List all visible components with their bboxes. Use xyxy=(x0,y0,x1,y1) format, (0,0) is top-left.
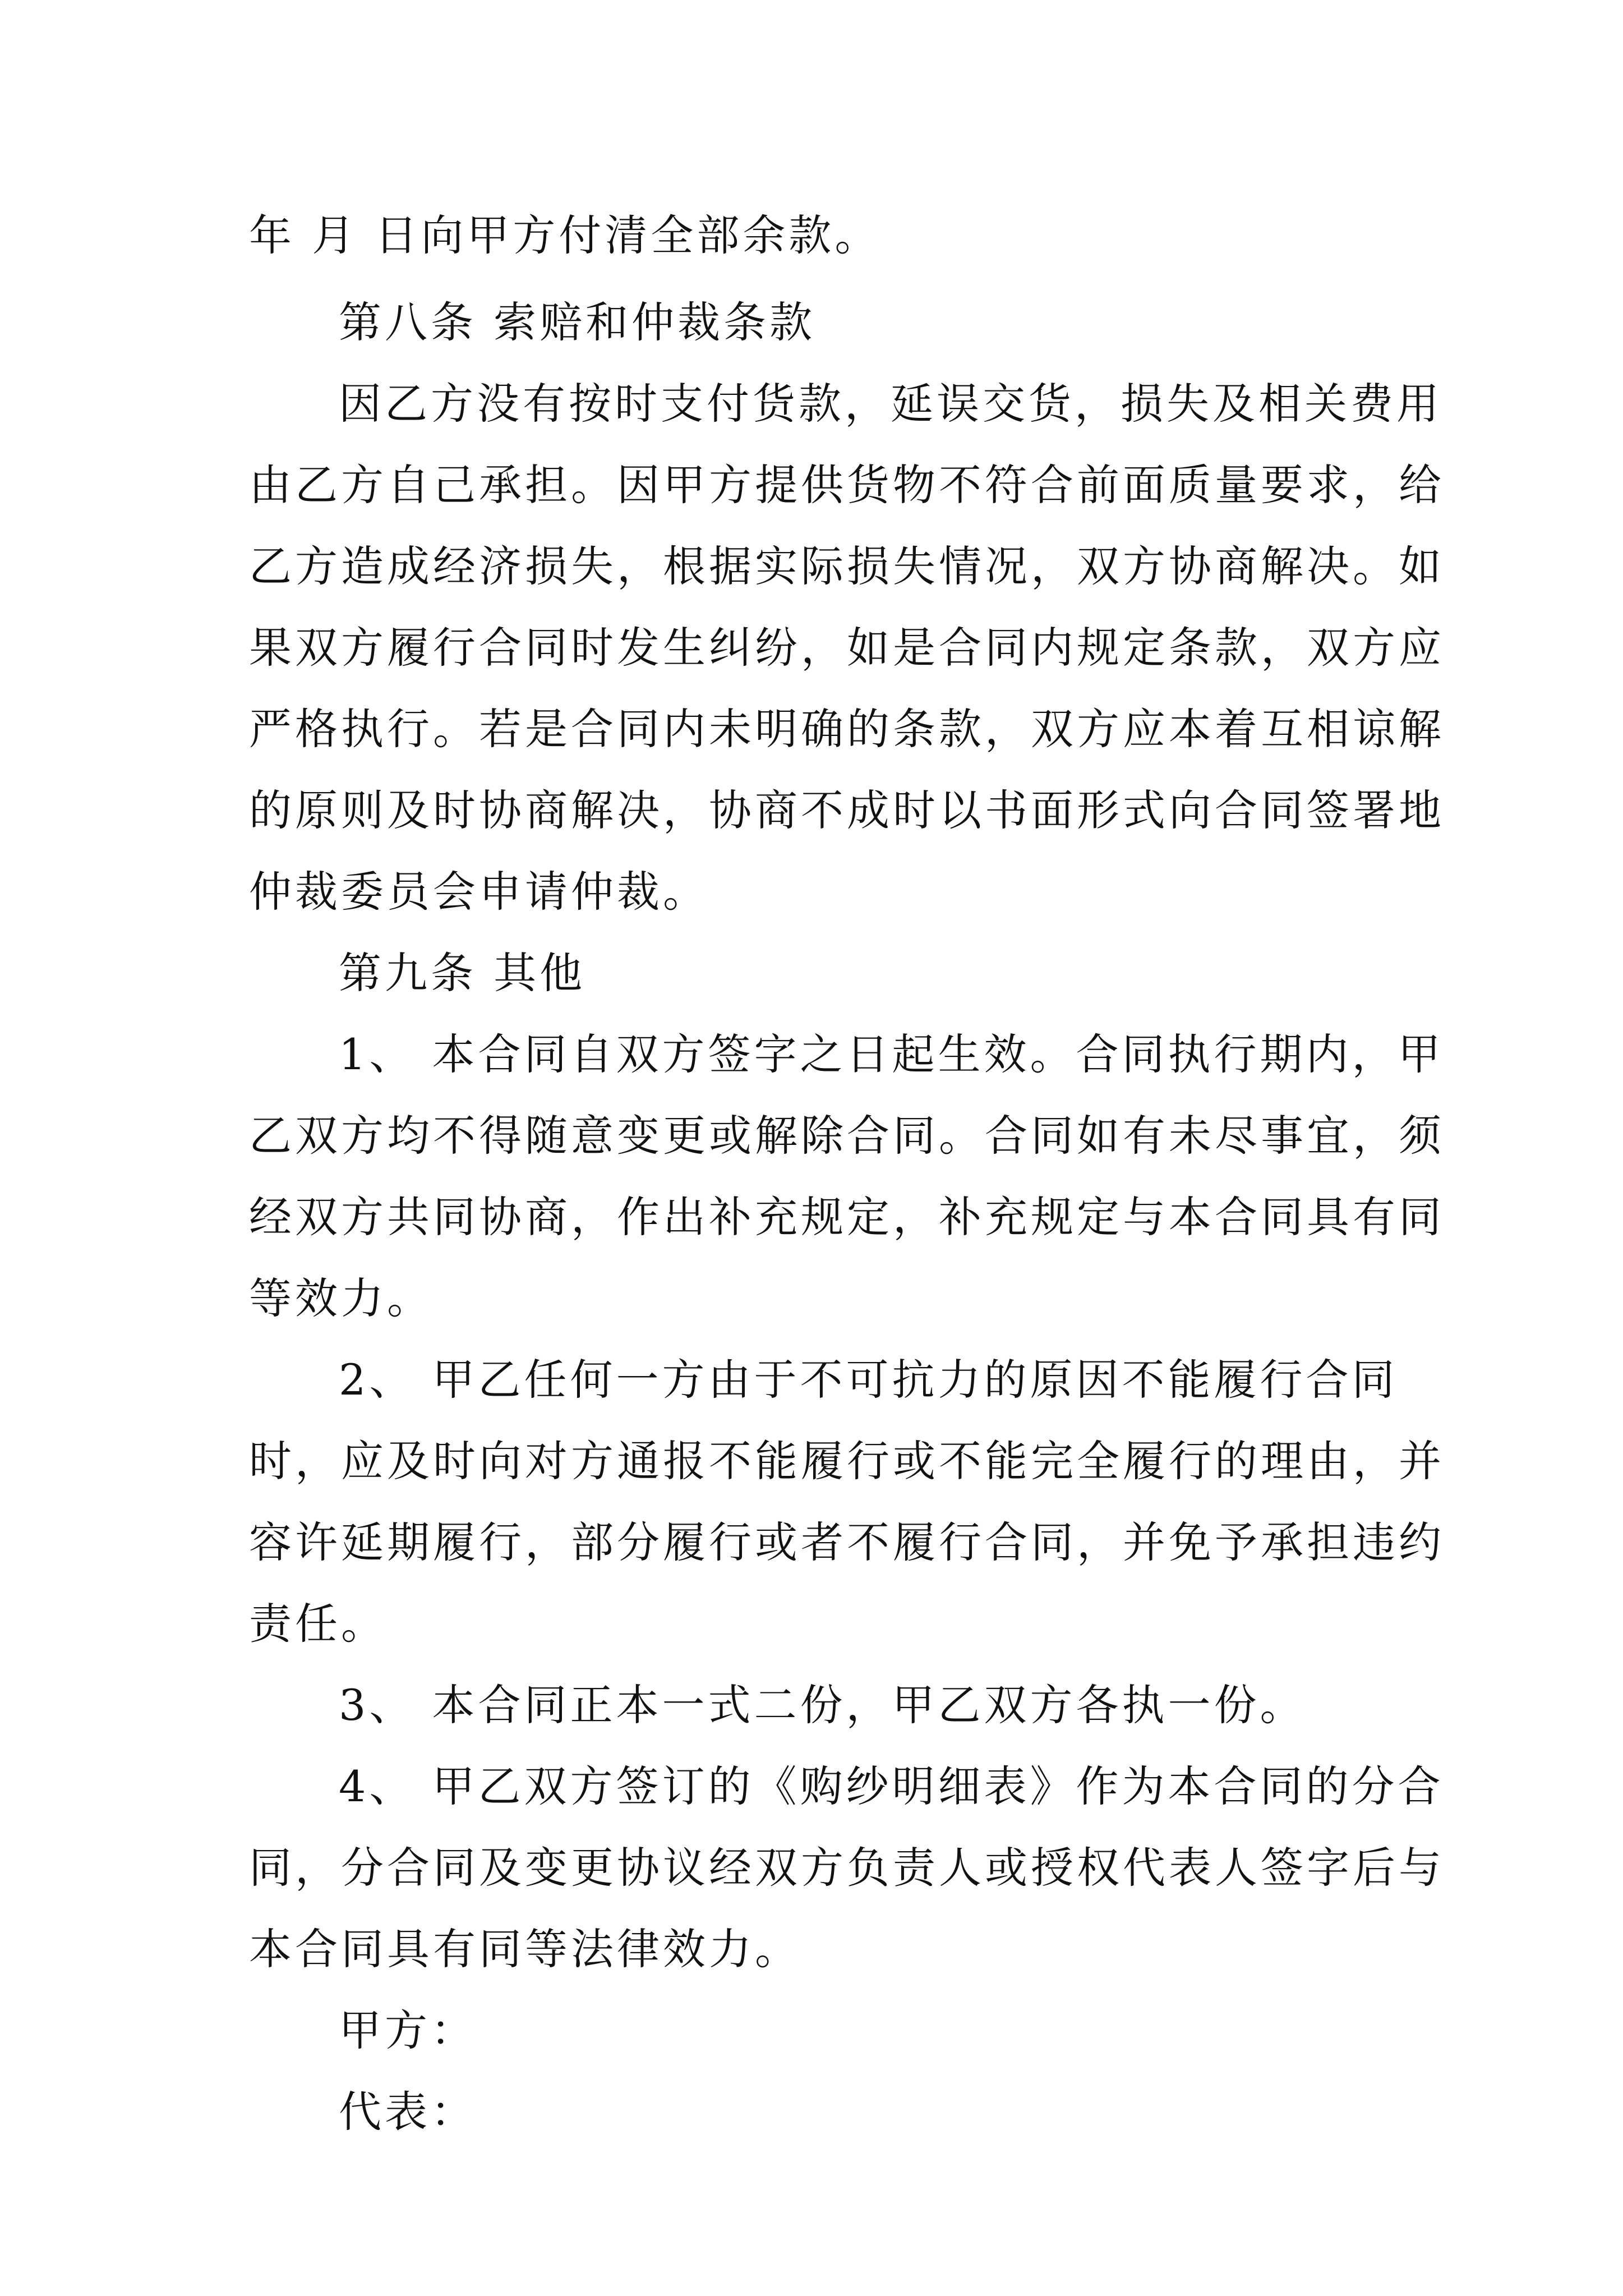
text-line: 时，应及时向对方通报不能履行或不能完全履行的理由，并 xyxy=(249,1436,1445,1486)
text-line-balance-payment: 年 月 日向甲方付清全部余款。 xyxy=(249,210,881,260)
text-line: 1、 本合同自双方签字之日起生效。合同执行期内，甲 xyxy=(339,1029,1444,1079)
text-line: 的原则及时协商解决，协商不成时以书面形式向合同签署地 xyxy=(249,785,1445,835)
text-line: 2、 甲乙任何一方由于不可抗力的原因不能履行合同 xyxy=(339,1355,1398,1405)
text-line: 3、 本合同正本一式二份，甲乙双方各执一份。 xyxy=(339,1680,1306,1730)
text-line: 等效力。 xyxy=(249,1273,433,1323)
text-line: 严格执行。若是合同内未明确的条款，双方应本着互相谅解 xyxy=(249,704,1445,754)
text-line: 本合同具有同等法律效力。 xyxy=(249,1924,801,1974)
text-line: 因乙方没有按时支付货款，延误交货，损失及相关费用 xyxy=(339,379,1442,429)
text-line: 经双方共同协商，作出补充规定，补充规定与本合同具有同 xyxy=(249,1192,1445,1242)
text-line: 乙双方均不得随意变更或解除合同。合同如有未尽事宜，须 xyxy=(249,1111,1445,1161)
text-line: 由乙方自己承担。因甲方提供货物不符合前面质量要求，给 xyxy=(249,460,1445,510)
party-a-label: 甲方： xyxy=(339,2005,477,2055)
text-line: 果双方履行合同时发生纠纷，如是合同内规定条款，双方应 xyxy=(249,623,1445,673)
text-line: 4、 甲乙双方签订的《购纱明细表》作为本合同的分合 xyxy=(339,1761,1444,1811)
text-line: 仲裁委员会申请仲裁。 xyxy=(249,867,709,917)
heading-article-8: 第八条 索赔和仲裁条款 xyxy=(339,297,816,347)
representative-label: 代表： xyxy=(339,2087,477,2137)
text-line: 责任。 xyxy=(249,1599,387,1649)
text-line: 容许延期履行，部分履行或者不履行合同，并免予承担违约 xyxy=(249,1517,1445,1567)
text-line: 乙方造成经济损失，根据实际损失情况，双方协商解决。如 xyxy=(249,541,1445,591)
text-line: 同，分合同及变更协议经双方负责人或授权代表人签字后与 xyxy=(249,1843,1445,1893)
heading-article-9: 第九条 其他 xyxy=(339,948,586,998)
